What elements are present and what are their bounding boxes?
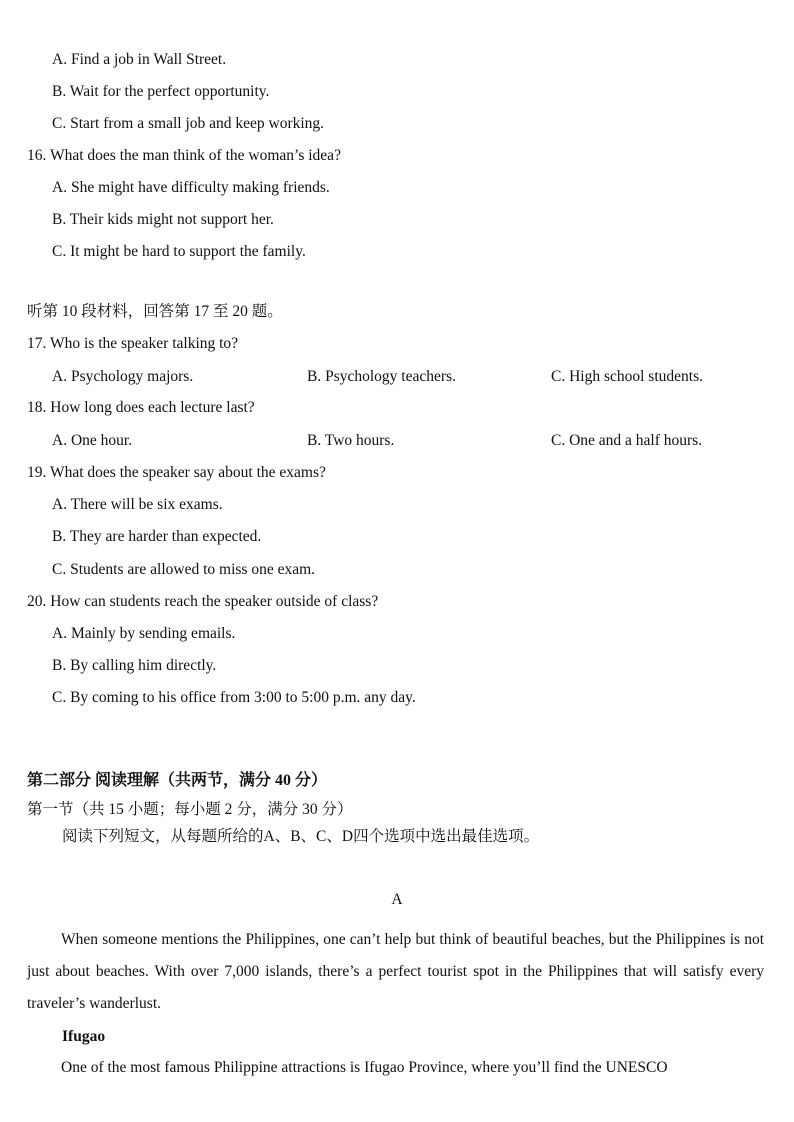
- q16-option-b: B. Their kids might not support her.: [52, 211, 274, 228]
- q18-option-a: A. One hour.: [52, 432, 133, 449]
- part2-title: 第二部分 阅读理解（共两节，满分 40 分）: [27, 772, 328, 789]
- q17-option-a: A. Psychology majors.: [52, 368, 194, 385]
- q18-option-b: B. Two hours.: [307, 432, 395, 449]
- q20-option-c: C. By coming to his office from 3:00 to 5:00 p.m. any day.: [52, 689, 416, 706]
- passage-paragraph-2: One of the most famous Philippine attractions is Ifugao Province, where you’ll find the UNESCO: [61, 1059, 668, 1076]
- q17-option-c: C. High school students.: [551, 368, 703, 385]
- q19-question: 19. What does the speaker say about the exams?: [27, 464, 326, 481]
- passage-paragraph-1: When someone mentions the Philippines, one can’t help but think of beautiful beaches, but the Philippines is not just about beaches. With over 7,000 islands, there’s a perfect tourist spot in the Philippines that will satisfy every traveler’s wanderlust.: [27, 931, 764, 1012]
- q15-option-c: C. Start from a small job and keep working.: [52, 115, 325, 132]
- q19-option-b: B. They are harder than expected.: [52, 528, 262, 545]
- q19-option-a: A. There will be six exams.: [52, 496, 223, 513]
- passage-label: A: [391, 891, 403, 908]
- q16-question: 16. What does the man think of the woman’s idea?: [27, 147, 341, 164]
- q18-option-c: C. One and a half hours.: [551, 432, 703, 449]
- q20-option-b: B. By calling him directly.: [52, 657, 217, 674]
- listening-instruction-10: 听第 10 段材料，回答第 17 至 20 题。: [27, 303, 283, 320]
- q20-option-a: A. Mainly by sending emails.: [52, 625, 236, 642]
- q20-question: 20. How can students reach the speaker outside of class?: [27, 593, 379, 610]
- part2-instruction: 阅读下列短文，从每题所给的A、B、C、D四个选项中选出最佳选项。: [62, 828, 540, 845]
- q15-option-b: B. Wait for the perfect opportunity.: [52, 83, 270, 100]
- q15-option-a: A. Find a job in Wall Street.: [52, 51, 227, 68]
- part2-section1: 第一节（共 15 小题；每小题 2 分，满分 30 分）: [27, 801, 353, 818]
- passage-heading-ifugao: Ifugao: [62, 1028, 106, 1045]
- q19-option-c: C. Students are allowed to miss one exam.: [52, 561, 316, 578]
- q18-question: 18. How long does each lecture last?: [27, 399, 255, 416]
- q17-question: 17. Who is the speaker talking to?: [27, 335, 239, 352]
- q16-option-c: C. It might be hard to support the family.: [52, 243, 306, 260]
- q16-option-a: A. She might have difficulty making friends.: [52, 179, 330, 196]
- q17-option-b: B. Psychology teachers.: [307, 368, 456, 385]
